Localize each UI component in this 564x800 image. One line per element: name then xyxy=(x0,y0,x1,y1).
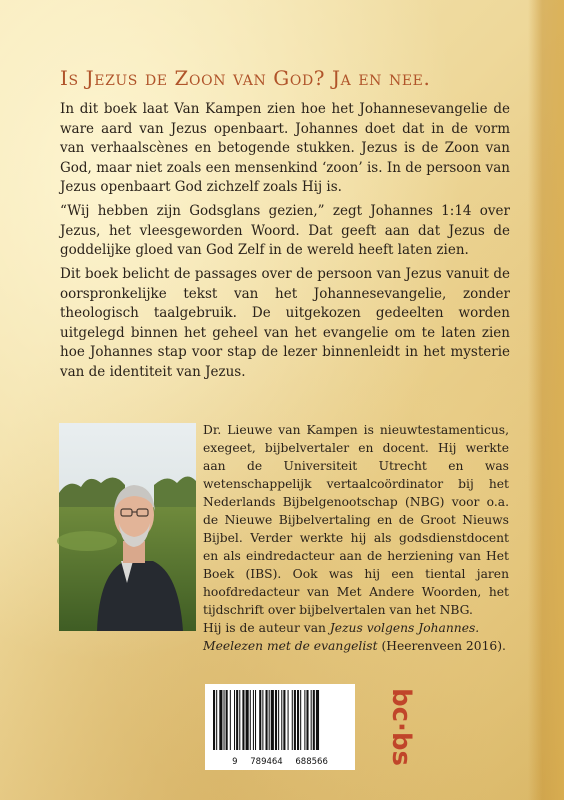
quote-paragraph: “Wij hebben zijn Godsglans gezien,” zegt Johannes 1:14 over Jezus, het vleesgeworden Woord. Dat geeft aan dat Jezus de goddelijke gloed van God Zelf in de wereld heeft laten zien. xyxy=(60,203,510,258)
barcode-bar xyxy=(316,690,319,750)
barcode-bar xyxy=(224,690,225,750)
barcode-bar xyxy=(304,690,305,750)
barcode-bar xyxy=(294,690,296,750)
barcode-bar xyxy=(288,690,289,750)
barcode-digits: 9 789464 688566 xyxy=(232,757,328,767)
barcode-bar xyxy=(266,690,268,750)
barcode-bar xyxy=(292,690,293,750)
isbn-barcode xyxy=(205,684,355,770)
barcode-bar xyxy=(234,690,235,750)
barcode-bar xyxy=(269,690,270,750)
gold-edge xyxy=(528,0,564,800)
barcode-bar xyxy=(297,690,299,750)
barcode-bar xyxy=(255,690,256,750)
bio-book-suffix: (Heerenveen 2016). xyxy=(377,639,506,653)
barcode-bar xyxy=(242,690,244,750)
barcode-bar xyxy=(313,690,315,750)
barcode-bar xyxy=(300,690,301,750)
author-bio xyxy=(203,421,509,655)
barcode-bar xyxy=(213,690,215,750)
barcode-bar xyxy=(306,690,308,750)
barcode-icon xyxy=(205,684,355,756)
barcode-bar xyxy=(250,690,251,750)
barcode-bar xyxy=(311,690,312,750)
barcode-bar xyxy=(271,690,274,750)
barcode-bar xyxy=(216,690,217,750)
bio-author-prefix: Hij is de auteur van xyxy=(203,621,330,635)
author-portrait-icon xyxy=(59,423,196,631)
barcode-bar xyxy=(219,690,222,750)
headline: Is Jezus de Zoon van God? Ja en nee. xyxy=(60,66,431,90)
barcode-bar xyxy=(278,690,279,750)
barcode-bar xyxy=(226,690,228,750)
barcode-bar xyxy=(246,690,249,750)
barcode-bar xyxy=(262,690,263,750)
barcode-bar xyxy=(236,690,238,750)
author-photo xyxy=(59,423,196,631)
barcode-bar xyxy=(239,690,240,750)
summary-paragraph: Dit boek belicht de passages over de persoon van Jezus vanuit de oorspronkelijke tekst van het Johannesevangelie, zonder theologisch taalgebruik. De uitgekozen gedeelten worden uitgelegd binnen het geheel van het evangelie om te laten zien hoe Johannes stap voor stap de lezer binnenleidt in het mysterie van de identiteit van Jezus. xyxy=(60,266,510,380)
barcode-bar xyxy=(283,690,285,750)
barcode-bar xyxy=(253,690,254,750)
barcode-bar xyxy=(230,690,231,750)
publisher-logo-text: bc·bs xyxy=(386,688,416,766)
barcode-bar xyxy=(281,690,282,750)
bio-book-line xyxy=(203,619,509,655)
barcode-bar xyxy=(275,690,277,750)
bio-book-title: Jezus volgens Johannes. Meelezen met de evangelist xyxy=(203,621,480,653)
bio-text: Dr. Lieuwe van Kampen is nieuwtestamenticus, exegeet, bijbelvertaler en docent. Hij werkte aan de Universiteit Utrecht en was wetenschappelijk vertaalcoördinator bij het Nederlands Bijbelgenootschap (NBG) voor o.a. de Nieuwe Bijbelvertaling en de Groot Nieuws Bijbel. Verder werkte hij als godsdienstdocent en als eindredacteur aan de herziening van Het Boek (IBS). Ook was hij een tiental jaren hoofdredacteur van Met Andere Woorden, het tijdschrift over bijbelvertalen van het NBG. xyxy=(203,423,509,617)
barcode-bar xyxy=(259,690,261,750)
publisher-logo-icon xyxy=(378,686,416,772)
intro-paragraph: In dit boek laat Van Kampen zien hoe het Johannesevangelie de ware aard van Jezus openbaart. Johannes doet dat in de vorm van verhaalscènes en betogende stukken. Jezus is de Zoon van God, maar niet zoals een mensenkind ‘zoon’ is. In de persoon van Jezus openbaart God zichzelf zoals Hij is. xyxy=(60,101,510,195)
